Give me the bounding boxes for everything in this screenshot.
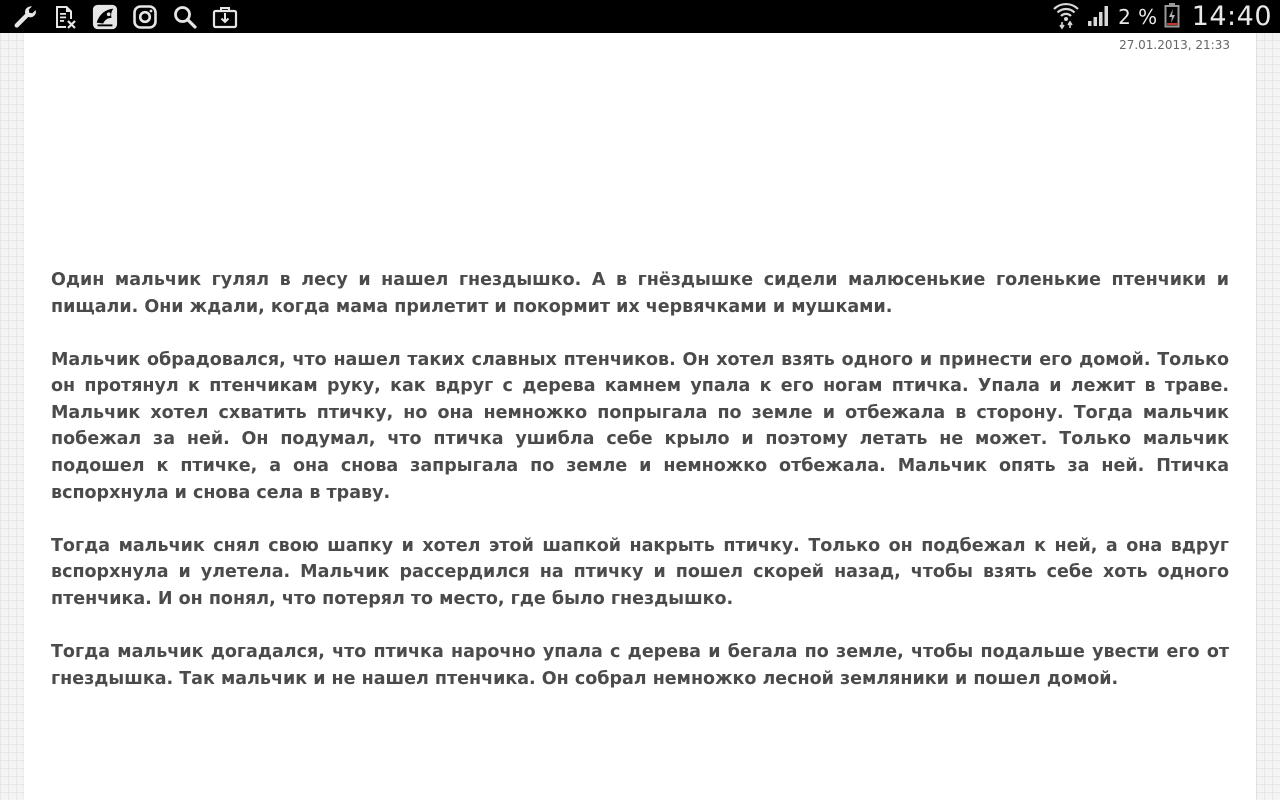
battery-icon	[1164, 2, 1180, 32]
clock: 14:40	[1191, 1, 1272, 32]
paragraph: Мальчик обрадовался, что нашел таких славных птенчиков. Он хотел взять одного и принести его домой. Только он протянул к птенчикам руку, как вдруг с дерева камнем упала к его ногам птичка. Упала и лежит в траве. Мальчик хотел схватить птичку, но она немножко попрыгала по земле и отбежала в сторону. Тогда мальчик побежал за ней. Он подумал, что птичка ушибла себе крыло и поэтому летать не может. Только мальчик подошел к птичке, а она снова запрыгала по земле и немножко отбежала. Мальчик опять за ней. Птичка вспорхнула и снова села в траву.	[51, 349, 1229, 503]
wifi-icon	[1052, 0, 1080, 34]
status-bar	[0, 0, 1280, 33]
search-icon[interactable]	[172, 4, 198, 30]
paragraph: Тогда мальчик снял свою шапку и хотел этой шапкой накрыть птичку. Только он подбежал к ней, а она вдруг вспорхнула и улетела. Мальчик рассердился на птичку и пошел скорей назад, чтобы взять себе хоть одного птенчика. И он понял, что потерял то место, где было гнездышко.	[51, 535, 1229, 609]
document-close-icon[interactable]	[52, 4, 78, 30]
story-text	[51, 267, 1229, 719]
wrench-icon[interactable]	[12, 4, 38, 30]
notification-icons	[12, 0, 238, 33]
system-indicators	[1052, 0, 1272, 33]
signal-icon	[1086, 2, 1112, 32]
post-timestamp: 27.01.2013, 21:33	[1119, 38, 1230, 52]
paragraph: Тогда мальчик догадался, что птичка нарочно упала с дерева и бегала по земле, чтобы подальше увести его от гнездышка. Так мальчик и не нашел птенчика. Он собрал немножко лесной земляники и пошел домой.	[51, 642, 1229, 689]
instagram-icon[interactable]	[132, 4, 158, 30]
battery-percent: 2 %	[1118, 4, 1158, 29]
briefcase-icon[interactable]	[212, 4, 238, 30]
article-page	[24, 33, 1256, 800]
paragraph: Один мальчик гулял в лесу и нашел гнездышко. А в гнёздышке сидели малюсенькие голенькие птенчики и пищали. Они ждали, когда мама прилетит и покормит их червячками и мушками.	[51, 270, 1229, 317]
app-face-icon[interactable]	[92, 4, 118, 30]
